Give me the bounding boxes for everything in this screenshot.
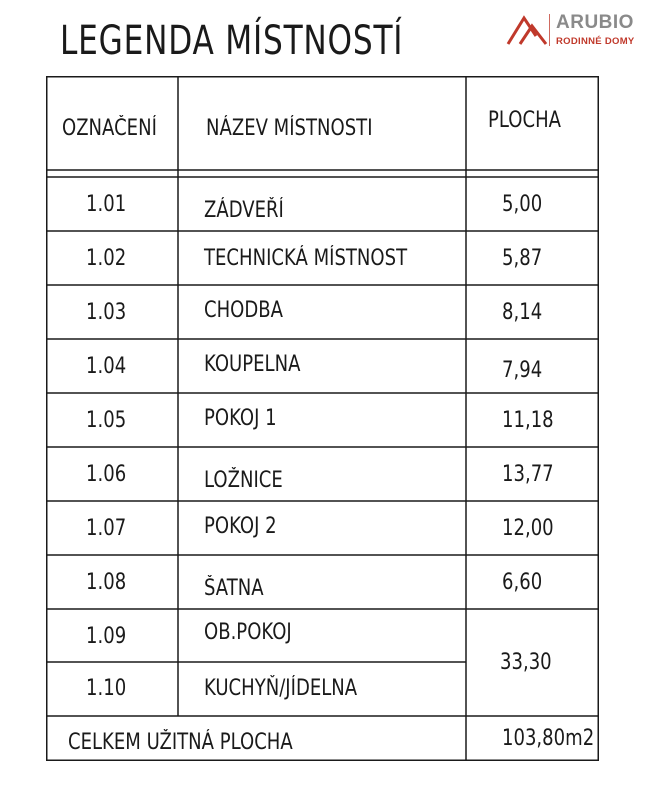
row-name: LOŽNICE: [204, 468, 283, 493]
house-roof-icon: [506, 14, 550, 46]
row-area: 13,77: [502, 462, 554, 487]
row-code: 1.10: [86, 676, 127, 701]
header-area: PLOCHA: [488, 108, 561, 133]
row-name: POKOJ 1: [204, 406, 277, 431]
row-name: POKOJ 2: [204, 514, 277, 539]
row-name: KUCHYŇ/JÍDELNA: [204, 676, 358, 701]
row-code: 1.04: [86, 354, 127, 379]
header-name: NÁZEV MÍSTNOSTI: [206, 116, 373, 141]
row-code: 1.01: [86, 192, 127, 217]
row-code: 1.09: [86, 624, 127, 649]
logo-brand: ARUBIO: [556, 12, 634, 33]
row-name: ŠATNA: [204, 576, 264, 601]
row-area: 11,18: [502, 408, 554, 433]
row-area: 6,60: [502, 570, 543, 595]
row-name: CHODBA: [204, 298, 283, 323]
total-value: 103,80m2: [502, 726, 595, 751]
page-title: LEGENDA MÍSTNOSTÍ: [60, 18, 404, 64]
row-code: 1.02: [86, 246, 127, 271]
company-logo: [506, 12, 646, 48]
row-area: 5,87: [502, 246, 543, 271]
row-code: 1.06: [86, 462, 127, 487]
row-area: 8,14: [502, 300, 543, 325]
merged-area-value: 33,30: [500, 650, 552, 675]
header-code: OZNAČENÍ: [62, 116, 157, 141]
logo-subtitle: RODINNÉ DOMY: [556, 36, 635, 47]
room-legend-table: [46, 76, 599, 761]
row-code: 1.05: [86, 408, 127, 433]
row-area: 5,00: [502, 192, 543, 217]
row-name: TECHNICKÁ MÍSTNOST: [204, 246, 408, 271]
row-area: 7,94: [502, 358, 543, 383]
row-name: OB.POKOJ: [204, 620, 292, 645]
row-name: KOUPELNA: [204, 352, 301, 377]
row-code: 1.07: [86, 516, 127, 541]
row-name: ZÁDVEŘÍ: [204, 198, 284, 223]
row-area: 12,00: [502, 516, 554, 541]
row-code: 1.08: [86, 570, 127, 595]
total-label: CELKEM UŽITNÁ PLOCHA: [68, 730, 293, 755]
row-code: 1.03: [86, 300, 127, 325]
